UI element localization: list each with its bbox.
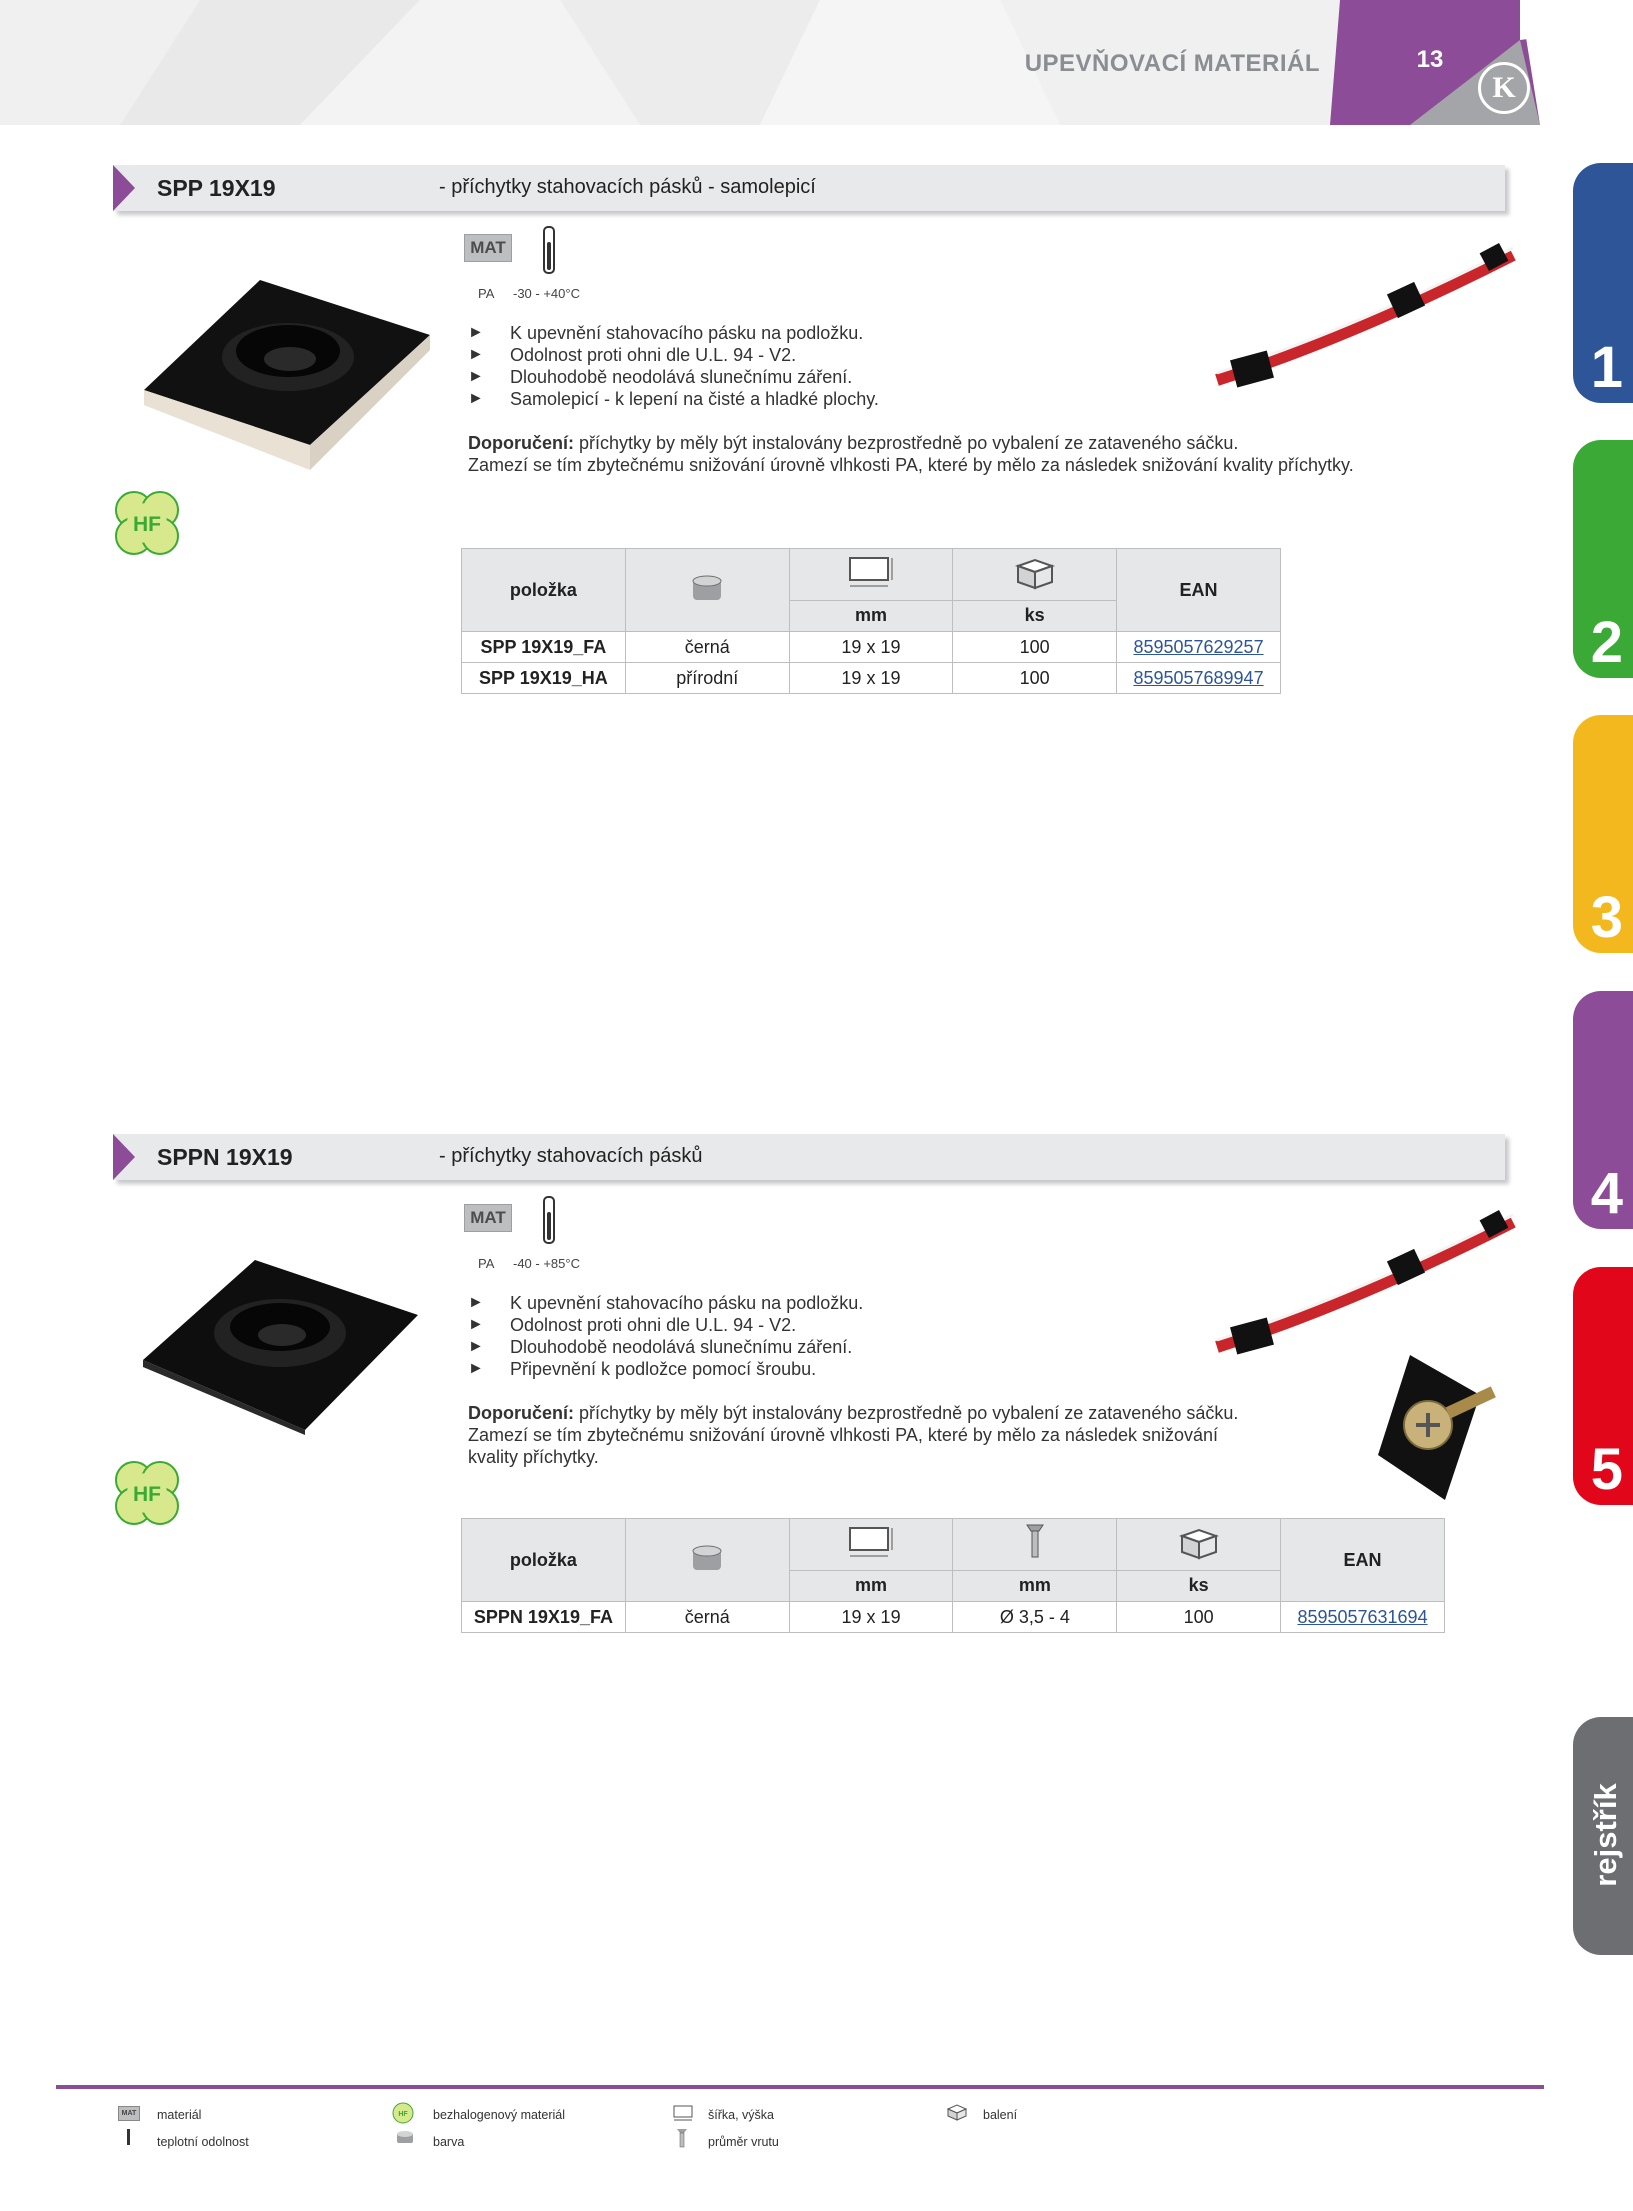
color-icon — [396, 2130, 414, 2144]
package-icon — [1176, 1524, 1222, 1560]
table-row: SPP 19X19_HA přírodní 19 x 19 100 8595057689947 — [462, 663, 1281, 694]
product-header-sppn — [113, 1134, 1505, 1180]
recommendation: Doporučení: příchytky by měly být instalovány bezprostředně po vybalení ze zataveného sáčku. Zamezí se tím zbytečnému snižování úrovně vlhkosti PA, které by mělo za následek snižování kvality příchytky. — [468, 1403, 1239, 1467]
feature-item: ► K upevnění stahovacího pásku na podložku. — [468, 1292, 863, 1314]
index-tab[interactable]: rejstřík — [1573, 1717, 1633, 1955]
feature-list — [468, 322, 879, 410]
material-value: PA — [478, 286, 495, 301]
width-height-icon — [847, 554, 895, 590]
halogen-free-icon — [112, 1458, 182, 1528]
application-image-sppn — [1215, 1212, 1515, 1362]
halogen-free-icon — [112, 488, 182, 558]
temperature-value: -30 - +40°C — [513, 286, 580, 301]
section-header-title: UPEVŇOVACÍ MATERIÁL — [1024, 50, 1320, 77]
col-header-item: položka — [462, 549, 626, 632]
chapter-tab-3[interactable]: 3 — [1573, 715, 1633, 953]
legend-material: materiál — [157, 2108, 202, 2122]
product-description: - příchytky stahovacích pásků — [439, 1145, 703, 1167]
chapter-tab-5[interactable]: 5 — [1573, 1267, 1633, 1505]
product-code: SPP 19X19 — [157, 175, 276, 201]
unit-ks: ks — [953, 600, 1117, 631]
legend-halogen-free: bezhalogenový materiál — [433, 2108, 566, 2122]
feature-item: ► K upevnění stahovacího pásku na podložku. — [468, 322, 879, 344]
material-value: PA — [478, 1256, 495, 1271]
col-header-color — [625, 549, 789, 632]
feature-item: ► Dlouhodobě neodolává slunečnímu záření. — [468, 366, 879, 388]
col-header-item: položka — [462, 1519, 626, 1602]
ean-link[interactable]: 8595057689947 — [1133, 667, 1264, 688]
footer-divider — [56, 2085, 1544, 2089]
header-background — [0, 0, 1600, 125]
col-header-color — [625, 1519, 789, 1602]
screw-icon — [676, 2128, 688, 2148]
screw-icon — [1025, 1523, 1045, 1561]
feature-item: ► Dlouhodobě neodolává slunečnímu záření. — [468, 1336, 863, 1358]
application-image-spp — [1215, 245, 1515, 395]
bar-arrow — [113, 165, 135, 211]
color-icon — [691, 574, 723, 602]
svg-text:HF: HF — [398, 2111, 408, 2118]
legend-screw-diameter: průměr vrutu — [708, 2135, 779, 2149]
recommendation: Doporučení: příchytky by měly být instalovány bezprostředně po vybalení ze zataveného sáčku. Zamezí se tím zbytečnému snižování úrovně vlhkosti PA, které by mělo za následek snižování kvality příchytky. — [468, 433, 1354, 475]
hf-label: HF — [133, 1483, 161, 1506]
ean-link[interactable]: 8595057631694 — [1297, 1606, 1428, 1627]
page-number: 13 — [1416, 46, 1444, 73]
unit-mm: mm — [953, 1570, 1117, 1601]
chapter-tab-4[interactable]: 4 — [1573, 991, 1633, 1229]
spec-table-sppn — [461, 1518, 1445, 1633]
halogen-free-icon — [392, 2102, 414, 2124]
material-icon: MAT — [464, 234, 512, 262]
material-icon: MAT — [464, 1204, 512, 1232]
screw-mount-image — [1370, 1355, 1510, 1505]
legend-color: barva — [433, 2135, 465, 2149]
col-header-size — [789, 1519, 953, 1571]
spec-table-spp — [461, 548, 1281, 694]
bar-arrow — [113, 1134, 135, 1180]
table-row: SPPN 19X19_FA černá 19 x 19 Ø 3,5 - 4 100 8595057631694 — [462, 1602, 1445, 1633]
unit-mm: mm — [789, 1570, 953, 1601]
thermometer-icon — [127, 2129, 130, 2145]
temperature-value: -40 - +85°C — [513, 1256, 580, 1271]
col-header-pack — [953, 549, 1117, 601]
col-header-ean: EAN — [1117, 549, 1281, 632]
color-icon — [691, 1544, 723, 1572]
col-header-pack — [1117, 1519, 1281, 1571]
unit-mm: mm — [789, 600, 953, 631]
legend-width-height: šířka, výška — [708, 2108, 774, 2122]
package-icon — [946, 2103, 968, 2121]
col-header-ean: EAN — [1281, 1519, 1445, 1602]
product-description: - příchytky stahovacích pásků - samolepicí — [439, 176, 816, 198]
material-icon: MAT — [118, 2106, 140, 2121]
width-height-icon — [847, 1524, 895, 1560]
width-height-icon — [672, 2104, 696, 2122]
col-header-size — [789, 549, 953, 601]
feature-item: ► Odolnost proti ohni dle U.L. 94 - V2. — [468, 344, 879, 366]
table-row: SPP 19X19_FA černá 19 x 19 100 8595057629257 — [462, 632, 1281, 663]
feature-item: ► Odolnost proti ohni dle U.L. 94 - V2. — [468, 1314, 863, 1336]
chapter-tab-1[interactable]: 1 — [1573, 163, 1633, 403]
product-image-sppn — [140, 1255, 430, 1435]
company-logo: K — [1478, 62, 1530, 114]
thermometer-icon — [543, 1196, 555, 1244]
product-header-spp — [113, 165, 1505, 211]
feature-item: ► Samolepicí - k lepení na čisté a hladké plochy. — [468, 388, 879, 410]
feature-list — [468, 1292, 863, 1380]
product-image-spp — [140, 275, 440, 475]
col-header-screw — [953, 1519, 1117, 1571]
feature-item: ► Připevnění k podložce pomocí šroubu. — [468, 1358, 863, 1380]
thermometer-icon — [543, 226, 555, 274]
legend-packaging: balení — [983, 2108, 1018, 2122]
package-icon — [1012, 554, 1058, 590]
unit-ks: ks — [1117, 1570, 1281, 1601]
product-code: SPPN 19X19 — [157, 1144, 293, 1170]
hf-label: HF — [133, 513, 161, 536]
chapter-tab-2[interactable]: 2 — [1573, 440, 1633, 678]
ean-link[interactable]: 8595057629257 — [1133, 636, 1264, 657]
legend-temperature: teplotní odolnost — [157, 2135, 249, 2149]
